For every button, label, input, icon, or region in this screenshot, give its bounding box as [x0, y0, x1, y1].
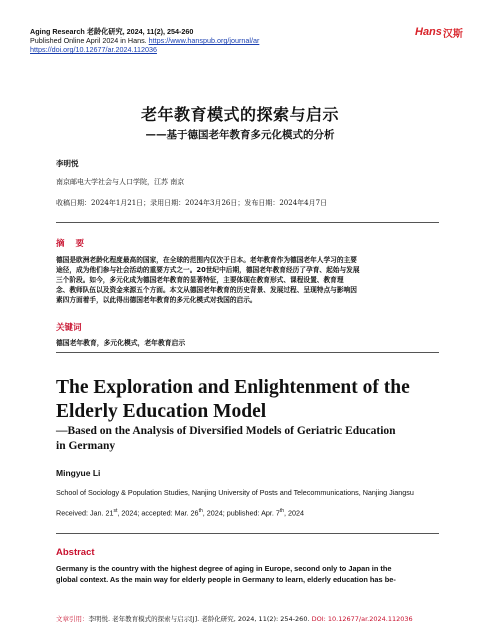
- hans-logo: [415, 26, 463, 38]
- cn-abstract-line: 德国是欧洲老龄化程度最高的国家，在全球的范围内仅次于日本。老年教育作为德国老年人学习的主要: [56, 256, 357, 264]
- published-sup: th: [279, 508, 285, 514]
- en-abstract-line: global context. As the main way for elderly people in Germany to learn, elderly education has be-: [56, 575, 396, 584]
- cn-dates: 收稿日期：2024年1月21日；录用日期：2024年3月26日；发布日期：2024年4月7日: [56, 199, 328, 207]
- published-prefix: Published Online April 2024 in Hans.: [30, 36, 149, 45]
- accepted-sup: th: [198, 508, 203, 514]
- accepted-text: , 2024; accepted: Mar. 26: [117, 508, 199, 518]
- divider-english: [56, 533, 439, 534]
- published-text: , 2024; published: Apr. 7: [202, 508, 280, 518]
- divider-top: [56, 222, 439, 223]
- citation-footer: [56, 614, 413, 623]
- received-text: Received: Jan. 21: [56, 508, 114, 518]
- cn-abstract-line: 素四方面着手，以此得出德国老年教育的多元化模式对我国的启示。: [56, 296, 257, 304]
- cn-abstract-line: 念、教师队伍以及资金来源五个方面。本文从德国老年教育的历史背景、发展过程、呈现特点与影响因: [56, 286, 357, 294]
- logo-cn: 汉斯: [442, 28, 463, 40]
- en-title-line: Elderly Education Model: [56, 401, 267, 422]
- en-affiliation: School of Sociology & Population Studies, Nanjing University of Posts and Telecommunications, Nanjing Jiangsu: [56, 488, 414, 497]
- en-dates: [56, 508, 304, 517]
- en-subtitle-line: —Based on the Analysis of Diversified Models of Geriatric Education: [56, 425, 396, 437]
- en-title: [56, 376, 456, 424]
- divider-bottom: [56, 352, 439, 353]
- cn-abstract-body: [56, 255, 439, 305]
- en-author: Mingyue Li: [56, 468, 101, 478]
- en-abstract-line: Germany is the country with the highest degree of aging in Europe, second only to Japan in the: [56, 564, 392, 573]
- received-sup: st: [113, 508, 118, 514]
- en-subtitle: [56, 424, 396, 454]
- cn-keywords-heading: 关键词: [56, 323, 82, 333]
- citation-label: 文章引用：: [56, 615, 89, 623]
- doi-line: [30, 45, 157, 54]
- citation-doi[interactable]: DOI: 10.12677/ar.2024.112036: [311, 615, 413, 623]
- en-subtitle-line: in Germany: [56, 440, 116, 452]
- journal-link[interactable]: https://www.hanspub.org/journal/ar: [148, 36, 260, 45]
- en-title-line: The Exploration and Enlightenment of the: [56, 377, 410, 398]
- citation-text: 李明悦. 老年教育模式的探索与启示[J]. 老龄化研究, 2024, 11(2): 254-260.: [88, 615, 312, 623]
- doi-link[interactable]: https://doi.org/10.12677/ar.2024.112036: [30, 45, 157, 54]
- year-end: , 2024: [284, 508, 305, 518]
- en-abstract-body: [56, 563, 439, 585]
- cn-affiliation: 南京邮电大学社会与人口学院，江苏 南京: [56, 178, 185, 186]
- en-abstract-heading: Abstract: [56, 547, 95, 558]
- cn-author: 李明悦: [56, 159, 79, 168]
- published-line: [30, 36, 259, 45]
- cn-subtitle: ——基于德国老年教育多元化模式的分析: [145, 129, 335, 141]
- cn-abstract-line: 途径，成为他们参与社会活动的重要方式之一。20世纪中后期，德国老年教育经历了孕育、起始与发展: [56, 266, 360, 274]
- cn-keywords: 德国老年教育，多元化模式，老年教育启示: [56, 339, 186, 347]
- journal-line: Aging Research 老龄化研究, 2024, 11(2), 254-260: [30, 27, 194, 36]
- cn-abstract-line: 三个阶段。如今，多元化成为德国老年教育的显著特征，主要体现在教育形式、课程设置、教育理: [56, 276, 344, 284]
- cn-title: 老年教育模式的探索与启示: [140, 105, 339, 124]
- logo-latin: Hans: [415, 26, 442, 38]
- cn-abstract-heading: 摘 要: [56, 239, 88, 249]
